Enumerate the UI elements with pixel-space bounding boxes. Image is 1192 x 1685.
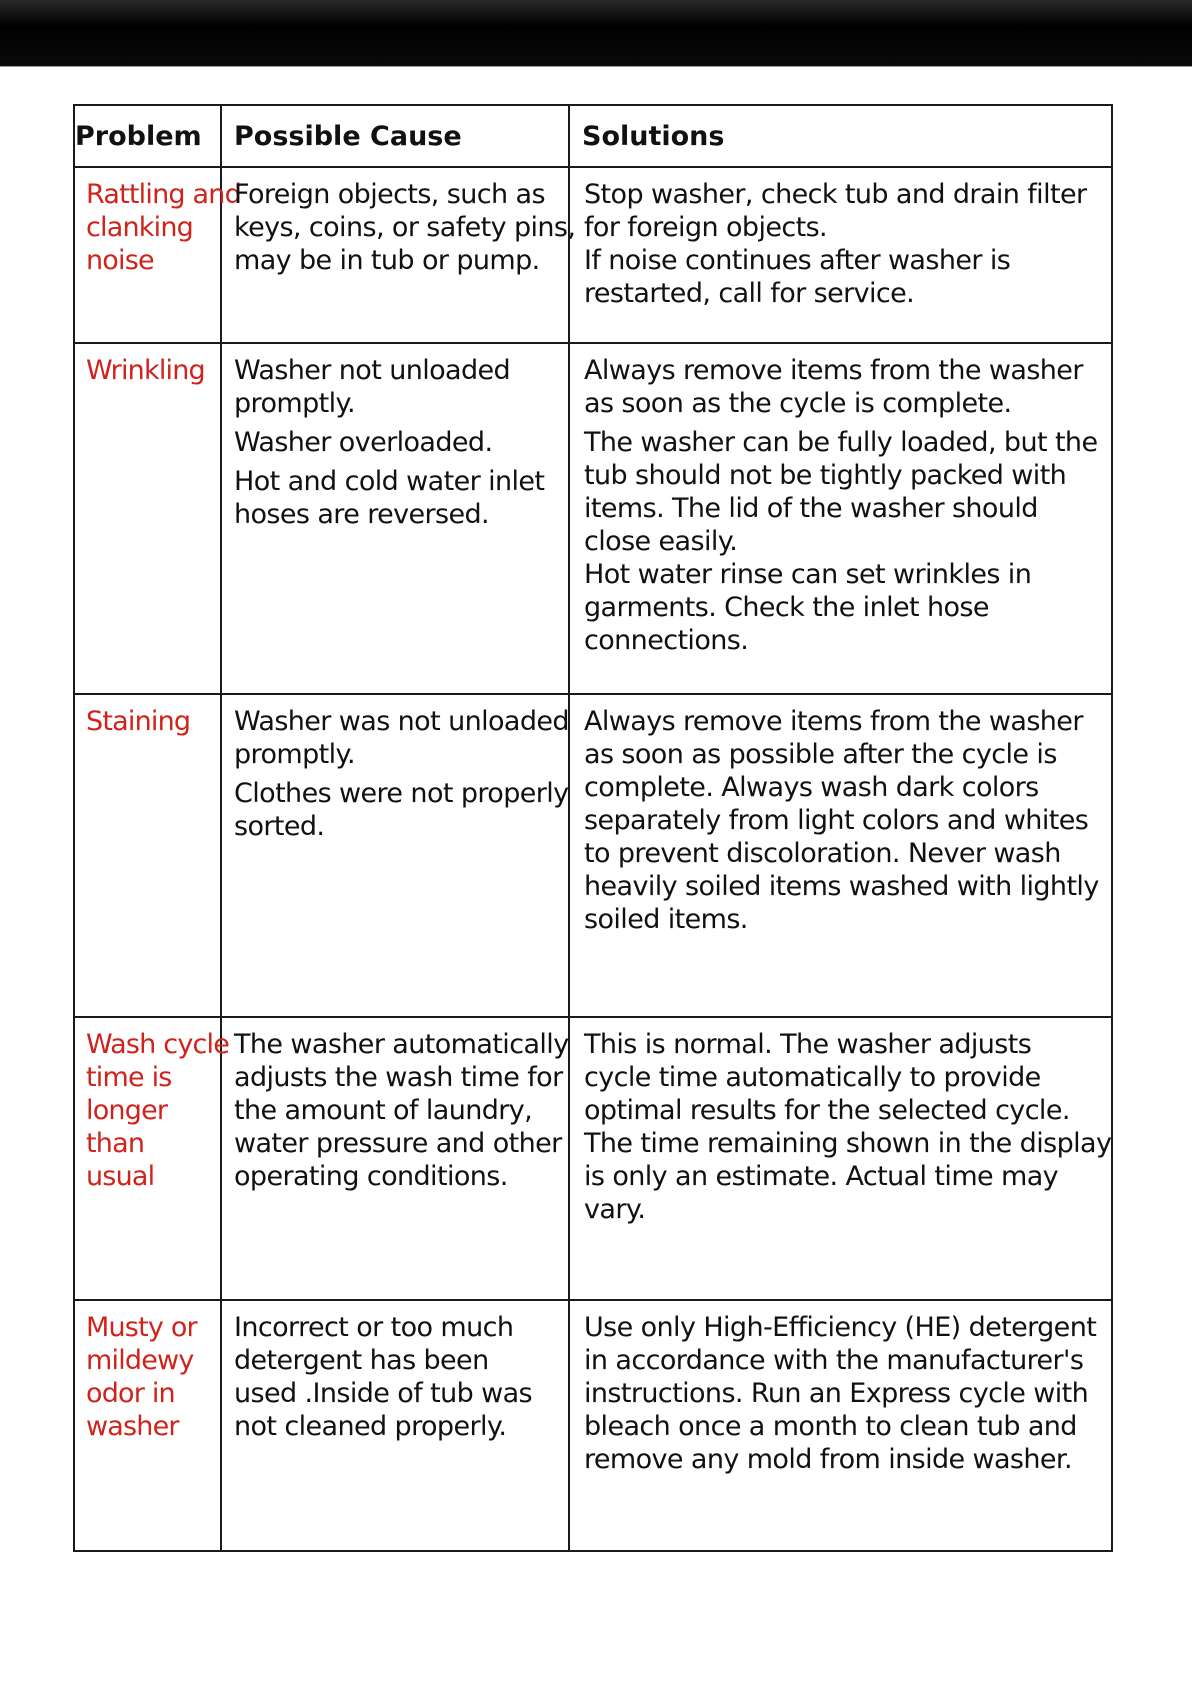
solution-text: bleach once a month to clean tub and [584,1411,1077,1442]
problem-text: longer [86,1095,168,1126]
cause-text: hoses are reversed. [234,499,490,530]
cause-text: Hot and cold water inlet [234,466,545,497]
header-bar [0,0,1192,67]
cause-text: promptly. [234,739,356,770]
problem-text: odor in [86,1378,175,1409]
cause-text: used .Inside of tub was [234,1378,532,1409]
paragraph [584,1028,1112,1226]
solution-text: as soon as possible after the cycle is [584,739,1057,770]
cause-text: Incorrect or too much [234,1312,514,1343]
cause-text: water pressure and other [234,1128,562,1159]
problem-text: Rattling and [86,179,241,210]
problem-text: usual [86,1161,155,1192]
solution-text: to prevent discoloration. Never wash [584,838,1061,869]
solution-text: The washer can be fully loaded, but the [584,427,1098,458]
solution-text: instructions. Run an Express cycle with [584,1378,1089,1409]
cause-text: may be in tub or pump. [234,245,540,276]
cause-text: the amount of laundry, [234,1095,533,1126]
cause-text: sorted. [234,811,325,842]
table-row [74,1300,1112,1551]
table-body [74,167,1112,1551]
cause-cell [221,343,569,694]
cause-text: The washer automatically [234,1029,569,1060]
solution-text: vary. [584,1194,646,1225]
paragraph [234,1311,564,1443]
solution-text: tub should not be tightly packed with [584,460,1067,491]
solution-text: remove any mold from inside washer. [584,1444,1072,1475]
solution-text: in accordance with the manufacturer's [584,1345,1084,1376]
problem-cell [74,343,221,694]
paragraph [234,1028,569,1193]
solution-text: If noise continues after washer is [584,245,1011,276]
cause-cell [221,1300,569,1551]
table-row [74,694,1112,1017]
cause-text: keys, coins, or safety pins, [234,212,576,243]
paragraph [584,426,1107,657]
problem-cell [74,167,241,343]
solution-text: Always remove items from the washer [584,355,1083,386]
problem-text: mildewy [86,1345,194,1376]
solution-cell [569,167,1112,343]
paragraph [584,178,1107,310]
paragraph [234,178,576,277]
header-problem: Problem [74,105,221,167]
solution-text: connections. [584,625,749,656]
paragraph [584,354,1107,420]
cause-text: Clothes were not properly [234,778,569,809]
problem-text: Musty or [86,1312,197,1343]
cause-text: operating conditions. [234,1161,508,1192]
problem-text: Wrinkling [86,355,205,386]
paragraph [234,426,564,459]
paragraph [234,465,564,531]
solution-text: cycle time automatically to provide [584,1062,1041,1093]
solution-cell [569,694,1112,1017]
cause-cell [221,1017,569,1300]
table-row [74,167,1112,343]
solution-text: The time remaining shown in the display [584,1128,1112,1159]
solution-text: optimal results for the selected cycle. [584,1095,1070,1126]
solution-text: Always remove items from the washer [584,706,1083,737]
cause-text: Foreign objects, such as [234,179,545,210]
solution-text: Use only High-Efficiency (HE) detergent [584,1312,1097,1343]
paragraph [584,705,1107,936]
table-row [74,1017,1112,1300]
cause-cell [221,167,576,343]
cause-text: detergent has been [234,1345,489,1376]
problem-text: Staining [86,706,191,737]
solution-cell [569,1017,1112,1300]
solution-text: heavily soiled items washed with lightly [584,871,1099,902]
solution-text: complete. Always wash dark colors [584,772,1039,803]
paragraph [234,777,569,843]
solution-text: garments. Check the inlet hose [584,592,989,623]
problem-text: noise [86,245,154,276]
solution-text: close easily. [584,526,738,557]
cause-cell [221,694,569,1017]
problem-cell [74,694,221,1017]
problem-text: washer [86,1411,179,1442]
table-header-row [74,105,1112,167]
cause-text: promptly. [234,388,356,419]
solution-text: separately from light colors and whites [584,805,1089,836]
cause-text: adjusts the wash time for [234,1062,563,1093]
solution-text: This is normal. The washer adjusts [584,1029,1032,1060]
solution-text: restarted, call for service. [584,278,915,309]
cause-text: Washer overloaded. [234,427,493,458]
paragraph [234,705,569,771]
problem-text: Wash cycle [86,1029,230,1060]
problem-text: clanking [86,212,193,243]
solution-text: soiled items. [584,904,748,935]
solution-text: for foreign objects. [584,212,828,243]
solution-text: Hot water rinse can set wrinkles in [584,559,1032,590]
troubleshooting-table [73,104,1113,1552]
solution-cell [569,343,1112,694]
solution-text: is only an estimate. Actual time may [584,1161,1059,1192]
problem-text: than [86,1128,145,1159]
solution-text: items. The lid of the washer should [584,493,1038,524]
table-row [74,343,1112,694]
paragraph [234,354,564,420]
solution-text: as soon as the cycle is complete. [584,388,1012,419]
cause-text: Washer was not unloaded [234,706,569,737]
paragraph [584,1311,1107,1476]
cause-text: not cleaned properly. [234,1411,507,1442]
header-possible-cause: Possible Cause [221,105,569,167]
problem-cell [74,1300,221,1551]
cause-text: Washer not unloaded [234,355,511,386]
header-solutions: Solutions [569,105,1112,167]
problem-cell [74,1017,230,1300]
solution-text: Stop washer, check tub and drain filter [584,179,1087,210]
problem-text: time is [86,1062,172,1093]
solution-cell [569,1300,1112,1551]
